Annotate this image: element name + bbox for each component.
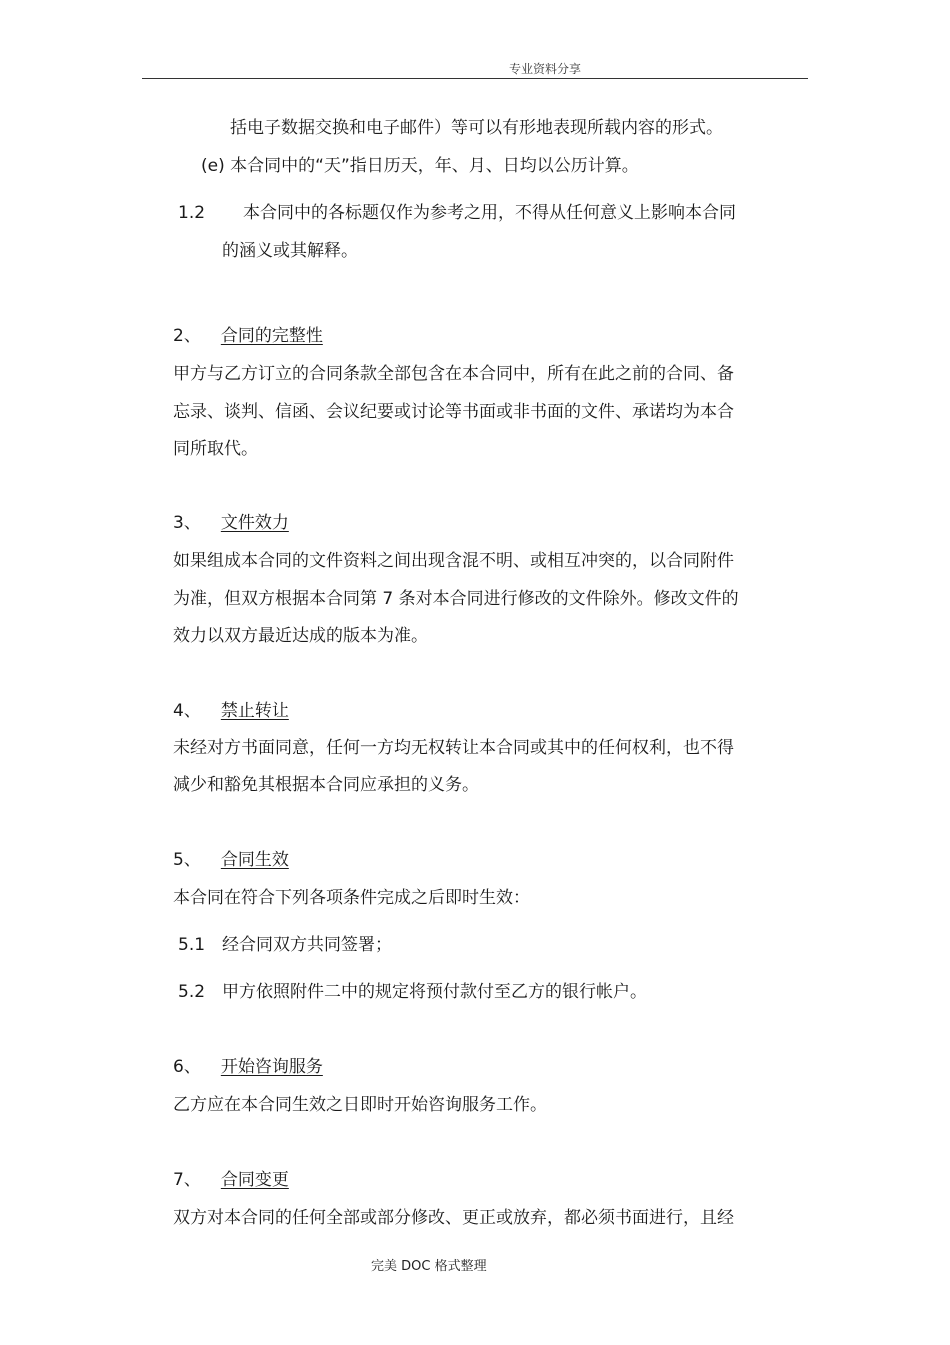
section-number: 5、 [173, 850, 201, 870]
paragraph-line: 同所取代。 [173, 439, 258, 459]
section-title: 合同变更 [220, 1170, 289, 1190]
sub-clause-number: 5.1 [178, 935, 206, 955]
section-number: 3、 [173, 513, 201, 533]
section-3-heading [173, 513, 289, 533]
section-2-heading [173, 326, 323, 346]
paragraph-line: 本合同在符合下列各项条件完成之后即时生效： [173, 888, 530, 908]
paragraph-line: 效力以双方最近达成的版本为准。 [173, 626, 428, 646]
paragraph-line: 忘录、谈判、信函、会议纪要或讨论等书面或非书面的文件、承诺均为本合 [173, 402, 734, 422]
paragraph-line: 如果组成本合同的文件资料之间出现含混不明、或相互冲突的，以合同附件 [173, 551, 734, 571]
item-e [201, 156, 639, 176]
paragraph-line: 甲方与乙方订立的合同条款全部包含在本合同中，所有在此之前的合同、备 [173, 364, 734, 384]
section-number: 4、 [173, 701, 201, 721]
section-7-heading [173, 1170, 289, 1190]
paragraph-line: 未经对方书面同意，任何一方均无权转让本合同或其中的任何权利，也不得 [173, 738, 734, 758]
page-header: 专业资料分享 [509, 62, 582, 76]
paragraph-line: 减少和豁免其根据本合同应承担的义务。 [173, 775, 479, 795]
paragraph-line: 乙方应在本合同生效之日即时开始咨询服务工作。 [173, 1095, 547, 1115]
section-5-heading [173, 850, 289, 870]
section-title: 文件效力 [220, 513, 289, 533]
clause-1-2-line-1: 本合同中的各标题仅作为参考之用，不得从任何意义上影响本合同 [243, 203, 736, 223]
paragraph-line: 双方对本合同的任何全部或部分修改、更正或放弃，都必须书面进行，且经 [173, 1208, 734, 1228]
sub-clause-number: 5.2 [178, 982, 206, 1002]
page-footer: 完美 DOC 格式整理 [371, 1259, 487, 1274]
item-d-continuation: 括电子数据交换和电子邮件）等可以有形地表现所载内容的形式。 [230, 118, 723, 138]
section-number: 7、 [173, 1170, 201, 1190]
sub-clause-text: 甲方依照附件二中的规定将预付款付至乙方的银行帐户。 [222, 982, 647, 1002]
clause-1-2-line-2: 的涵义或其解释。 [222, 241, 358, 261]
section-title: 禁止转让 [220, 701, 289, 721]
item-e-label: (e) [201, 156, 225, 176]
section-6-heading [173, 1057, 323, 1077]
paragraph-line: 为准，但双方根据本合同第 7 条对本合同进行修改的文件除外。修改文件的 [173, 589, 739, 609]
section-title: 开始咨询服务 [220, 1057, 323, 1077]
section-4-heading [173, 701, 289, 721]
section-title: 合同生效 [220, 850, 289, 870]
section-title: 合同的完整性 [220, 326, 323, 346]
section-number: 6、 [173, 1057, 201, 1077]
item-e-text: 本合同中的“天”指日历天，年、月、日均以公历计算。 [230, 156, 639, 176]
section-number: 2、 [173, 326, 201, 346]
clause-1-2-number: 1.2 [178, 203, 206, 223]
sub-clause-text: 经合同双方共同签署； [222, 935, 392, 955]
header-divider [142, 78, 808, 79]
